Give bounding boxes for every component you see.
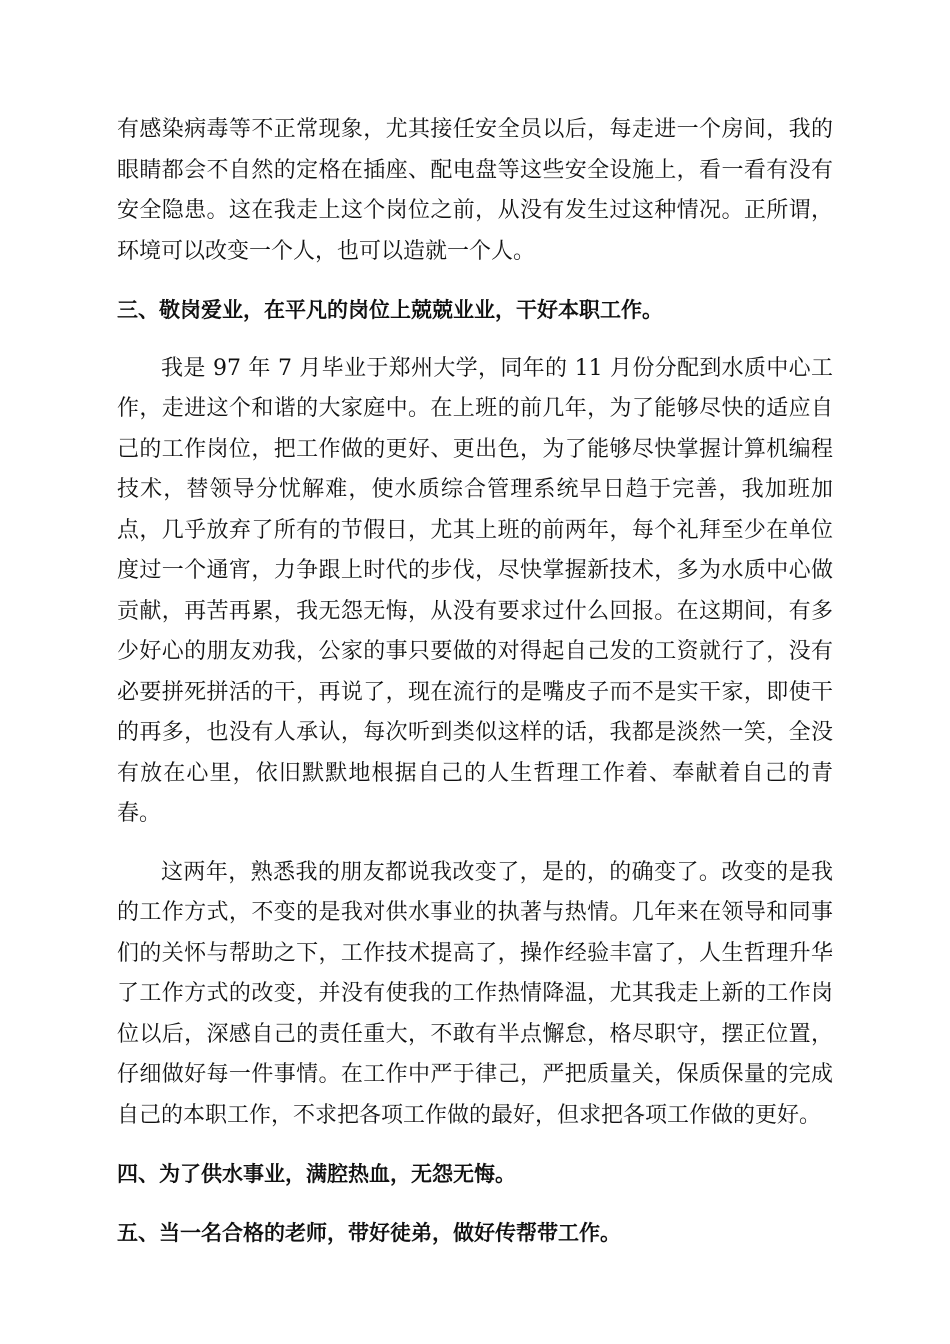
section-heading-3: 三、敬岗爱业，在平凡的岗位上兢兢业业，干好本职工作。 [117, 298, 663, 322]
paragraph-continuation: 有感染病毒等不正常现象，尤其接任安全员以后，每走进一个房间，我的眼睛都会不自然的定格在插座、配电盘等这些安全设施上，看一看有没有安全隐患。这在我走上这个岗位之前，从没有发生过这种情况。正所谓，环境可以改变一个人，也可以造就一个人。 [117, 117, 833, 264]
document-body [117, 110, 833, 1271]
paragraph-2: 我是 97 年 7 月毕业于郑州大学，同年的 11 月份分配到水质中心工作，走进这个和谐的大家庭中。在上班的前几年，为了能够尽快的适应自己的工作岗位，把工作做的更好、更出色，为了能够尽快掌握计算机编程技术，替领导分忧解难，使水质综合管理系统早日趋于完善，我加班加点，几乎放弃了所有的节假日，尤其上班的前两年，每个礼拜至少在单位度过一个通宵，力争跟上时代的步伐，尽快掌握新技术，多为水质中心做贡献，再苦再累，我无怨无悔，从没有要求过什么回报。在这期间，有多少好心的朋友劝我，公家的事只要做的对得起自己发的工资就行了，没有必要拼死拼活的干，再说了，现在流行的是嘴皮子而不是实干家，即使干的再多，也没有人承认，每次听到类似这样的话，我都是淡然一笑，全没有放在心里，依旧默默地根据自己的人生哲理工作着、奉献着自己的青春。 [117, 355, 833, 826]
section-heading-4: 四、为了供水事业，满腔热血，无怨无悔。 [117, 1162, 516, 1186]
paragraph-3: 这两年，熟悉我的朋友都说我改变了，是的，的确变了。改变的是我的工作方式，不变的是我对供水事业的执著与热情。几年来在领导和同事们的关怀与帮助之下，工作技术提高了，操作经验丰富了，人生哲理升华了工作方式的改变，并没有使我的工作热情降温，尤其我走上新的工作岗位以后，深感自己的责任重大，不敢有半点懈怠，格尽职守，摆正位置，仔细做好每一件事情。在工作中严于律己，严把质量关，保质保量的完成自己的本职工作，不求把各项工作做的最好，但求把各项工作做的更好。 [117, 859, 833, 1128]
section-heading-5: 五、当一名合格的老师，带好徒弟，做好传帮带工作。 [117, 1220, 621, 1245]
